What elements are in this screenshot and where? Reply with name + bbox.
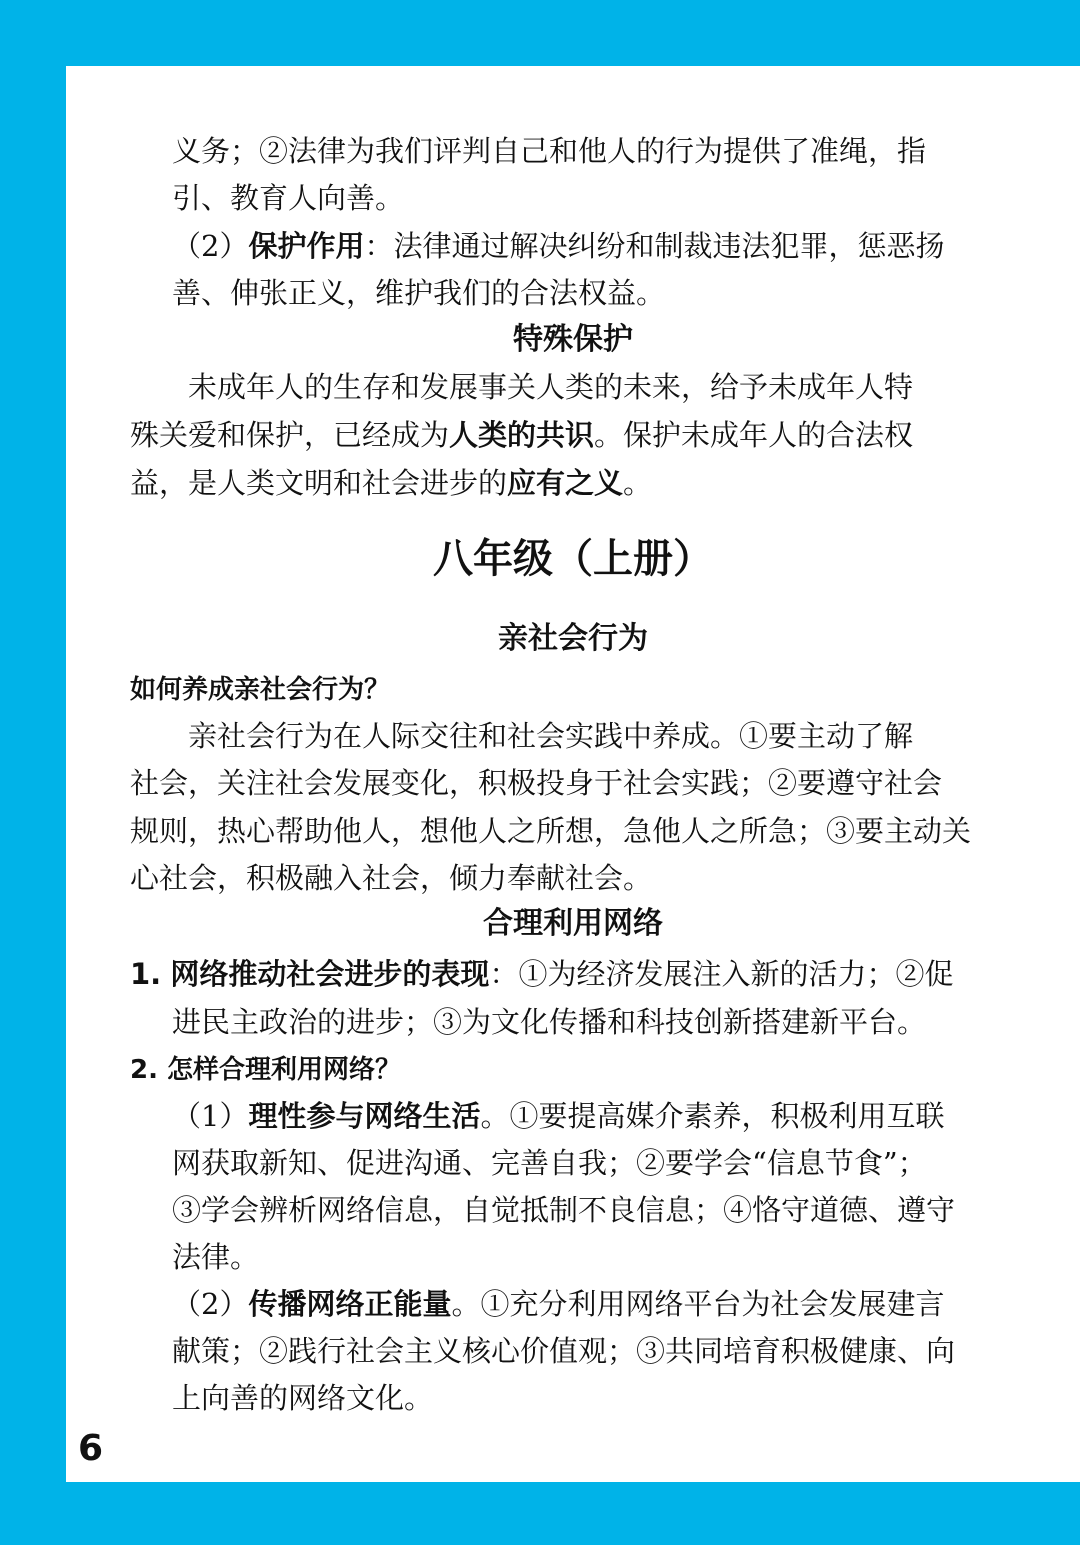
network-sub-2-line-2: 献策；②践行社会主义核心价值观；③共同培育积极健康、向 — [172, 1334, 956, 1368]
prosocial-line-2: 社会，关注社会发展变化，积极投身于社会实践；②要遵守社会 — [130, 766, 943, 800]
network-sub-2-text: 。①充分利用网络平台为社会发展建言 — [451, 1287, 945, 1321]
special-line-2 — [130, 415, 913, 455]
legal-protection-text: ：法律通过解决纠纷和制裁违法犯罪，惩恶扬 — [364, 229, 945, 263]
page-sheet — [66, 66, 1080, 1482]
network-item-1-term: 网络推动社会进步的表现 — [170, 957, 490, 991]
network-sub-1-prefix: （1） — [172, 1099, 249, 1133]
legal-protection-prefix: （2） — [172, 229, 249, 263]
legal-line-2: 引、教育人向善。 — [172, 181, 405, 215]
network-item-1-line-2: 进民主政治的进步；③为文化传播和科技创新搭建新平台。 — [172, 1005, 927, 1039]
network-sub-1-line-2: 网获取新知、促进沟通、完善自我；②要学会“信息节食”； — [172, 1146, 927, 1180]
special-line-3-c: 。 — [623, 466, 653, 500]
special-protection-heading: 特殊保护 — [513, 322, 633, 357]
prosocial-heading: 亲社会行为 — [498, 621, 648, 656]
prosocial-line-1: 亲社会行为在人际交往和社会实践中养成。①要主动了解 — [188, 719, 914, 753]
network-sub-1-term: 理性参与网络生活 — [248, 1099, 481, 1133]
network-sub-2-term: 传播网络正能量 — [248, 1287, 452, 1321]
network-item-2-number: 2. — [130, 1055, 158, 1085]
legal-protection-line — [172, 226, 944, 266]
special-line-1: 未成年人的生存和发展事关人类的未来，给予未成年人特 — [188, 370, 914, 404]
special-line-3-a: 益，是人类文明和社会进步的 — [130, 466, 508, 500]
network-sub-1 — [172, 1096, 944, 1136]
network-item-2-question: 怎样合理利用网络？ — [167, 1055, 402, 1085]
special-line-2-c: 。保护未成年人的合法权 — [594, 418, 914, 452]
special-line-3 — [130, 463, 652, 503]
network-sub-1-text: 。①要提高媒介素养，积极利用互联 — [480, 1099, 945, 1133]
prosocial-question: 如何养成亲社会行为？ — [130, 675, 391, 705]
network-heading: 合理利用网络 — [483, 906, 663, 941]
legal-protection-term: 保护作用 — [248, 229, 365, 263]
network-item-1-number: 1. — [130, 957, 162, 991]
network-sub-1-line-3: ③学会辨析网络信息，自觉抵制不良信息；④恪守道德、遵守 — [172, 1193, 956, 1227]
legal-line-1: 义务；②法律为我们评判自己和他人的行为提供了准绳，指 — [172, 134, 927, 168]
network-sub-2-prefix: （2） — [172, 1287, 249, 1321]
network-item-1-text: ：①为经济发展注入新的活力；②促 — [489, 957, 954, 991]
network-sub-2 — [172, 1284, 944, 1324]
network-item-1 — [130, 954, 953, 994]
network-item-2 — [130, 1050, 401, 1090]
special-line-2-a: 殊关爱和保护，已经成为 — [130, 418, 450, 452]
prosocial-line-3: 规则，热心帮助他人，想他人之所想，急他人之所急；③要主动关 — [130, 814, 972, 848]
prosocial-line-4: 心社会，积极融入社会，倾力奉献社会。 — [130, 861, 653, 895]
special-due-term: 应有之义 — [507, 466, 624, 500]
grade-title: 八年级（上册） — [433, 536, 713, 582]
legal-line-4: 善、伸张正义，维护我们的合法权益。 — [172, 276, 666, 310]
special-consensus-term: 人类的共识 — [449, 418, 595, 452]
page-number: 6 — [78, 1428, 104, 1469]
network-sub-2-line-3: 上向善的网络文化。 — [172, 1381, 434, 1415]
network-sub-1-line-4: 法律。 — [172, 1240, 260, 1274]
